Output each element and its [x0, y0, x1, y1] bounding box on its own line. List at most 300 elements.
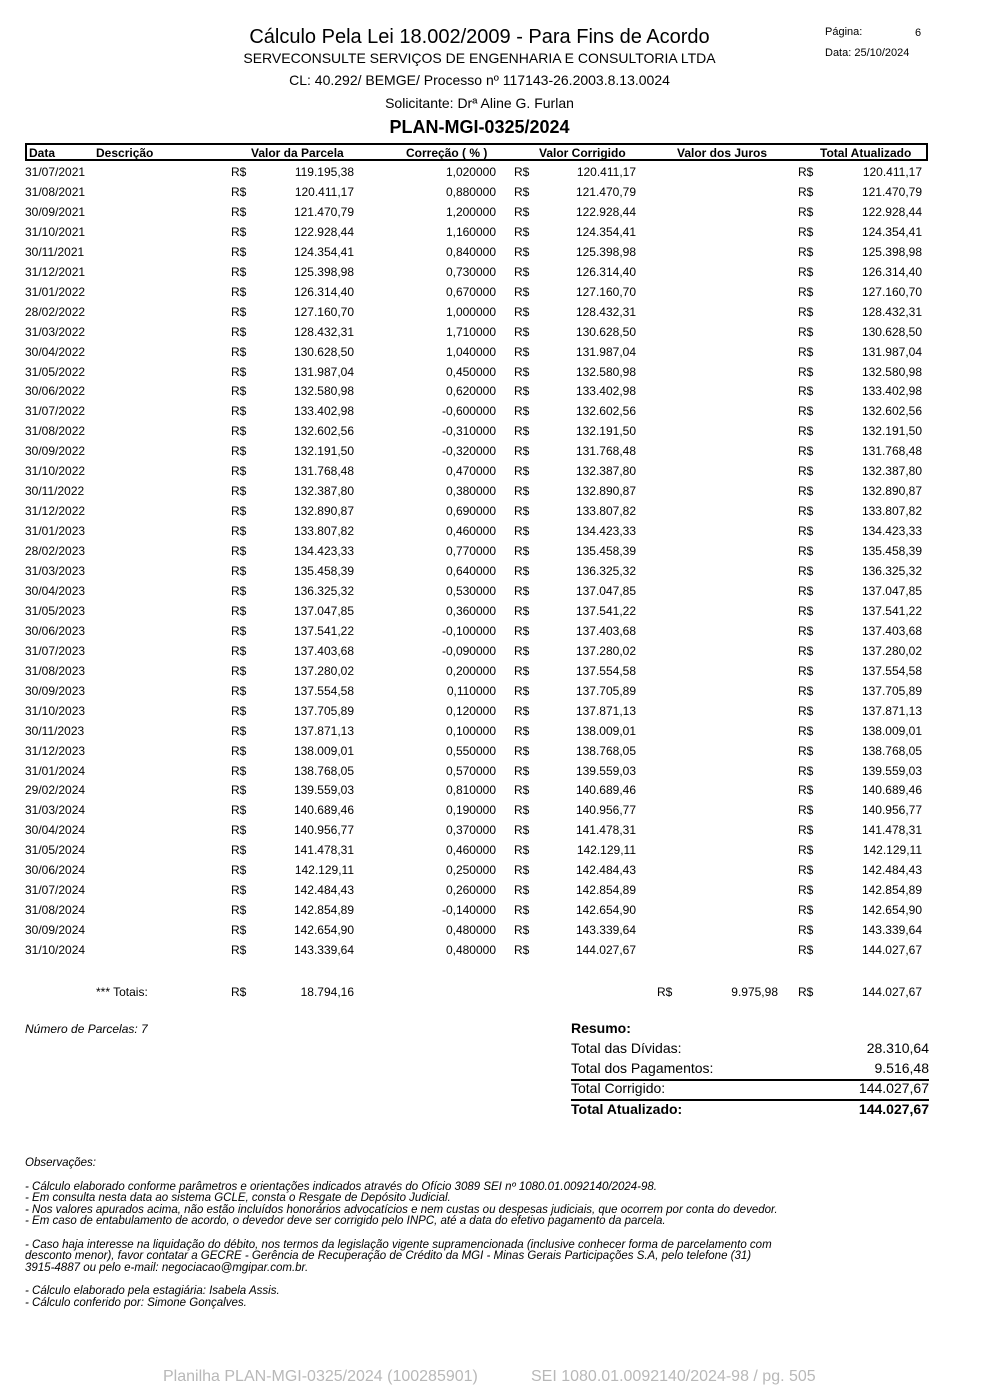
table-row [0, 202, 989, 222]
cell-valor-corrigido: 132.580,98 [575, 364, 636, 379]
cell-date: 31/08/2022 [25, 424, 86, 439]
currency-symbol: R$ [798, 264, 814, 279]
cell-valor-parcela: 137.280,02 [293, 663, 354, 678]
cell-valor-parcela: 127.160,70 [293, 304, 354, 319]
currency-symbol: R$ [798, 603, 814, 618]
cell-valor-parcela: 125.398,98 [293, 264, 354, 279]
cell-date: 31/07/2024 [25, 883, 86, 898]
observation-line: - Cálculo conferido por: Simone Gonçalves. [25, 1296, 247, 1309]
cell-correcao: -0,320000 [441, 444, 496, 459]
currency-symbol: R$ [798, 643, 814, 658]
totals-row [0, 982, 989, 1002]
cell-total-atualizado: 141.478,31 [861, 823, 922, 838]
cell-date: 29/02/2024 [25, 783, 86, 798]
table-header [25, 143, 928, 161]
observation-line: - Em caso de entabulamento de acordo, o devedor deve ser corrigido pelo INPC, até a data do efetivo pagamento da parcela. [25, 1215, 666, 1227]
table-row [0, 681, 989, 701]
cell-date: 30/04/2023 [25, 583, 86, 598]
cell-valor-parcela: 142.484,43 [293, 883, 354, 898]
cell-date: 31/07/2021 [25, 165, 86, 179]
cell-total-atualizado: 128.432,31 [861, 304, 922, 319]
cell-total-atualizado: 131.768,48 [861, 444, 922, 459]
table-row [0, 481, 989, 501]
currency-symbol: R$ [231, 484, 247, 499]
table-row [0, 182, 989, 202]
currency-symbol: R$ [231, 643, 247, 658]
cell-valor-corrigido: 137.871,13 [575, 703, 636, 718]
footer-left: Planilha PLAN-MGI-0325/2024 (100285901) [163, 1368, 478, 1385]
cell-valor-parcela: 134.423,33 [293, 544, 354, 559]
cell-total-atualizado: 139.559,03 [861, 763, 922, 778]
table-row [0, 900, 989, 920]
cell-correcao: 0,120000 [445, 703, 496, 718]
cell-valor-corrigido: 130.628,50 [575, 324, 636, 339]
cell-valor-corrigido: 128.432,31 [575, 304, 636, 319]
currency-symbol: R$ [231, 524, 247, 539]
cell-date: 31/07/2022 [25, 404, 86, 419]
currency-symbol: R$ [514, 863, 530, 878]
table-row [0, 541, 989, 561]
cell-total-atualizado: 137.280,02 [861, 643, 922, 658]
cell-correcao: 0,550000 [445, 743, 496, 758]
cell-date: 30/06/2023 [25, 623, 86, 638]
currency-symbol: R$ [798, 304, 814, 319]
observation-line: - Cálculo elaborado conforme parâmetros e orientações indicados através do Ofício 3089 SEI nº 1080.01.0092140/2024-98. [25, 1180, 657, 1193]
col-valor-parcela: Valor da Parcela [251, 146, 344, 160]
currency-symbol: R$ [514, 883, 530, 898]
page-number: 6 [915, 27, 922, 39]
currency-symbol: R$ [798, 663, 814, 678]
cell-valor-parcela: 130.628,50 [293, 344, 354, 359]
cell-correcao: 0,460000 [445, 524, 496, 539]
cell-total-atualizado: 142.854,89 [861, 883, 922, 898]
currency-symbol: R$ [231, 284, 247, 299]
currency-symbol: R$ [231, 603, 247, 618]
cell-valor-parcela: 143.339,64 [293, 943, 354, 958]
cell-valor-corrigido: 142.854,89 [575, 883, 636, 898]
cell-total-atualizado: 127.160,70 [861, 284, 922, 299]
currency-symbol: R$ [514, 444, 530, 459]
cell-date: 30/11/2023 [25, 723, 85, 738]
cell-valor-parcela: 135.458,39 [293, 564, 354, 578]
requester: Solicitante: Drª Aline G. Furlan [385, 95, 574, 111]
cell-total-atualizado: 136.325,32 [861, 564, 922, 578]
currency-symbol: R$ [514, 344, 530, 359]
cell-total-atualizado: 125.398,98 [861, 244, 922, 259]
table-row [0, 342, 989, 362]
cell-valor-parcela: 141.478,31 [293, 843, 354, 858]
currency-symbol: R$ [514, 244, 530, 259]
currency-symbol: R$ [231, 564, 247, 578]
cell-valor-parcela: 132.191,50 [293, 444, 354, 459]
process-number: CL: 40.292/ BEMGE/ Processo nº 117143-26.2003.8.13.0024 [289, 72, 670, 88]
currency-symbol: R$ [798, 783, 814, 798]
currency-symbol: R$ [231, 683, 247, 698]
currency-symbol: R$ [798, 703, 814, 718]
currency-symbol: R$ [514, 504, 530, 519]
cell-valor-parcela: 137.403,68 [293, 643, 354, 658]
table-row [0, 302, 989, 322]
table-row [0, 421, 989, 441]
currency-symbol: R$ [231, 943, 247, 958]
cell-valor-corrigido: 137.403,68 [575, 623, 636, 638]
cell-valor-parcela: 120.411,17 [294, 184, 354, 199]
cell-total-atualizado: 142.484,43 [861, 863, 922, 878]
observation-line: 3915-4887 ou pelo e-mail: negociacao@mgipar.com.br. [25, 1261, 309, 1274]
cell-correcao: 0,670000 [445, 284, 496, 299]
resumo-value: 144.027,67 [858, 1101, 929, 1117]
table-row [0, 262, 989, 282]
resumo-row [571, 1040, 929, 1060]
currency-symbol: R$ [514, 723, 530, 738]
cell-correcao: 0,260000 [445, 883, 496, 898]
cell-correcao: 0,480000 [445, 943, 496, 958]
cell-valor-corrigido: 136.325,32 [575, 564, 636, 578]
cell-valor-corrigido: 133.402,98 [575, 384, 636, 399]
currency-symbol: R$ [798, 723, 814, 738]
observation-line: desconto menor), favor contatar a GECRE - Gerência de Recuperação de Crédito da MGI - Minas Gerais Participações S.A, pelo telefone (31) [25, 1250, 752, 1262]
cell-valor-corrigido: 132.890,87 [575, 484, 636, 499]
cell-date: 30/04/2024 [25, 823, 86, 838]
cell-date: 31/05/2023 [25, 603, 86, 618]
cell-correcao: 1,000000 [445, 304, 496, 319]
cell-date: 31/01/2023 [25, 524, 86, 539]
currency-symbol: R$ [514, 524, 530, 539]
company-name: SERVECONSULTE SERVIÇOS DE ENGENHARIA E CONSULTORIA LTDA [243, 50, 716, 66]
currency-symbol: R$ [231, 783, 247, 798]
cell-total-atualizado: 144.027,67 [861, 943, 922, 958]
cell-date: 30/11/2022 [25, 484, 85, 499]
cell-correcao: -0,090000 [441, 643, 496, 658]
cell-valor-corrigido: 137.554,58 [575, 663, 636, 678]
cell-date: 31/12/2022 [25, 504, 86, 519]
currency-symbol: R$ [231, 444, 247, 459]
currency-symbol: R$ [798, 444, 814, 459]
currency-symbol: R$ [798, 165, 814, 179]
cell-valor-parcela: 136.325,32 [293, 583, 354, 598]
table-row [0, 521, 989, 541]
cell-total-atualizado: 137.403,68 [861, 623, 922, 638]
table-row [0, 880, 989, 900]
table-row [0, 920, 989, 940]
table-row [0, 461, 989, 481]
resumo-row [571, 1080, 929, 1101]
cell-date: 30/11/2021 [25, 244, 85, 259]
cell-total-atualizado: 121.470,79 [861, 184, 922, 199]
table-row [0, 322, 989, 342]
cell-valor-parcela: 131.987,04 [293, 364, 354, 379]
currency-symbol: R$ [798, 524, 814, 539]
cell-valor-parcela: 132.387,80 [293, 484, 354, 499]
currency-symbol: R$ [514, 803, 530, 818]
table-row [0, 641, 989, 661]
currency-symbol: R$ [231, 344, 247, 359]
currency-symbol: R$ [514, 564, 530, 578]
cell-valor-parcela: 142.854,89 [293, 903, 354, 918]
cell-valor-corrigido: 144.027,67 [575, 943, 636, 958]
currency-symbol: R$ [798, 284, 814, 299]
currency-symbol: R$ [231, 663, 247, 678]
cell-valor-parcela: 131.768,48 [293, 464, 354, 479]
cell-valor-parcela: 139.559,03 [293, 783, 354, 798]
currency-symbol: R$ [231, 823, 247, 838]
currency-symbol: R$ [231, 723, 247, 738]
currency-symbol: R$ [514, 583, 530, 598]
currency-symbol: R$ [231, 204, 247, 219]
currency-symbol: R$ [514, 165, 530, 179]
cell-total-atualizado: 132.890,87 [861, 484, 922, 499]
currency-symbol: R$ [798, 623, 814, 638]
currency-symbol: R$ [231, 923, 247, 938]
cell-total-atualizado: 138.768,05 [861, 743, 922, 758]
cell-date: 30/06/2024 [25, 863, 86, 878]
cell-valor-corrigido: 138.009,01 [575, 723, 636, 738]
cell-date: 30/06/2022 [25, 384, 86, 399]
observation-line: - Nos valores apurados acima, não estão incluídos honorários advocatícios e nem custas ou despesas judiciais, que ocorrem por conta do devedor. [25, 1203, 778, 1216]
cell-valor-parcela: 133.807,82 [293, 524, 354, 539]
currency-symbol: R$ [231, 985, 247, 999]
cell-correcao: 0,810000 [445, 783, 496, 798]
cell-date: 31/08/2023 [25, 663, 86, 678]
cell-valor-corrigido: 122.928,44 [575, 204, 636, 219]
table-row [0, 222, 989, 242]
currency-symbol: R$ [231, 803, 247, 818]
table-row [0, 840, 989, 860]
cell-total-atualizado: 122.928,44 [861, 204, 922, 219]
cell-date: 30/09/2021 [25, 204, 86, 219]
currency-symbol: R$ [514, 484, 530, 499]
cell-correcao: 0,100000 [445, 723, 496, 738]
cell-valor-corrigido: 131.768,48 [575, 444, 636, 459]
currency-symbol: R$ [798, 204, 814, 219]
table-row [0, 661, 989, 681]
currency-symbol: R$ [514, 843, 530, 858]
cell-valor-corrigido: 133.807,82 [575, 504, 636, 519]
resumo-value: 28.310,64 [866, 1040, 929, 1056]
cell-date: 31/10/2021 [25, 224, 86, 239]
currency-symbol: R$ [798, 404, 814, 419]
cell-total-atualizado: 142.129,11 [862, 843, 922, 858]
table-row [0, 381, 989, 401]
cell-date: 31/01/2024 [25, 763, 86, 778]
currency-symbol: R$ [231, 165, 247, 179]
table-row [0, 501, 989, 521]
table-row [0, 800, 989, 820]
plan-code: PLAN-MGI-0325/2024 [389, 117, 570, 137]
currency-symbol: R$ [231, 883, 247, 898]
cell-valor-parcela: 138.768,05 [293, 763, 354, 778]
cell-valor-corrigido: 142.484,43 [575, 863, 636, 878]
cell-correcao: 0,770000 [445, 544, 496, 559]
cell-correcao: 0,450000 [445, 364, 496, 379]
cell-date: 31/08/2024 [25, 903, 86, 918]
col-descricao: Descrição [96, 146, 154, 160]
resumo-label: Total Corrigido: [571, 1080, 666, 1096]
table-row [0, 761, 989, 781]
currency-symbol: R$ [514, 544, 530, 559]
currency-symbol: R$ [231, 224, 247, 239]
currency-symbol: R$ [798, 743, 814, 758]
currency-symbol: R$ [231, 903, 247, 918]
currency-symbol: R$ [231, 384, 247, 399]
cell-correcao: 0,470000 [445, 464, 496, 479]
cell-valor-corrigido: 140.956,77 [575, 803, 636, 818]
currency-symbol: R$ [231, 184, 247, 199]
cell-valor-corrigido: 131.987,04 [575, 344, 636, 359]
cell-valor-parcela: 140.689,46 [293, 803, 354, 818]
document-title: Cálculo Pela Lei 18.002/2009 - Para Fins de Acordo [249, 26, 710, 48]
cell-total-atualizado: 135.458,39 [861, 544, 922, 559]
cell-total-atualizado: 132.580,98 [861, 364, 922, 379]
currency-symbol: R$ [514, 683, 530, 698]
cell-total-atualizado: 142.654,90 [861, 903, 922, 918]
currency-symbol: R$ [514, 943, 530, 958]
cell-date: 28/02/2023 [25, 544, 86, 559]
cell-total-atualizado: 138.009,01 [861, 723, 922, 738]
table-row [0, 581, 989, 601]
cell-total-atualizado: 132.602,56 [861, 404, 922, 419]
currency-symbol: R$ [798, 883, 814, 898]
currency-symbol: R$ [231, 863, 247, 878]
currency-symbol: R$ [514, 663, 530, 678]
table-row [0, 242, 989, 262]
cell-total-atualizado: 124.354,41 [861, 224, 922, 239]
cell-correcao: 1,020000 [445, 165, 496, 179]
cell-date: 30/09/2022 [25, 444, 86, 459]
table-row [0, 561, 989, 581]
resumo-label: Total dos Pagamentos: [571, 1060, 714, 1076]
table-row [0, 621, 989, 641]
cell-correcao: 0,570000 [445, 763, 496, 778]
cell-date: 28/02/2022 [25, 304, 86, 319]
cell-date: 31/05/2022 [25, 364, 86, 379]
currency-symbol: R$ [798, 424, 814, 439]
currency-symbol: R$ [514, 204, 530, 219]
currency-symbol: R$ [231, 583, 247, 598]
table-row [0, 282, 989, 302]
cell-valor-parcela: 132.602,56 [293, 424, 354, 439]
currency-symbol: R$ [514, 284, 530, 299]
currency-symbol: R$ [514, 264, 530, 279]
observations [25, 1158, 925, 1309]
cell-valor-parcela: 137.047,85 [293, 603, 354, 618]
currency-symbol: R$ [231, 304, 247, 319]
cell-date: 31/08/2021 [25, 184, 86, 199]
cell-correcao: 0,640000 [445, 564, 496, 578]
parcelas-note: Número de Parcelas: 7 [25, 1022, 148, 1036]
cell-valor-corrigido: 132.602,56 [575, 404, 636, 419]
cell-date: 31/05/2024 [25, 843, 86, 858]
cell-total-atualizado: 137.705,89 [861, 683, 922, 698]
currency-symbol: R$ [514, 464, 530, 479]
currency-symbol: R$ [798, 943, 814, 958]
cell-valor-corrigido: 121.470,79 [575, 184, 636, 199]
cell-valor-parcela: 124.354,41 [293, 244, 354, 259]
observation-line: - Em consulta nesta data ao sistema GCLE, consta o Resgate de Depósito Judicial. [25, 1192, 451, 1204]
cell-total-atualizado: 126.314,40 [861, 264, 922, 279]
cell-correcao: -0,600000 [441, 404, 496, 419]
observations-title: Observações: [25, 1157, 96, 1169]
cell-correcao: 0,370000 [445, 823, 496, 838]
cell-valor-corrigido: 141.478,31 [575, 823, 636, 838]
currency-symbol: R$ [231, 763, 247, 778]
cell-correcao: 0,880000 [445, 184, 496, 199]
cell-total-atualizado: 132.387,80 [861, 464, 922, 479]
currency-symbol: R$ [514, 763, 530, 778]
cell-correcao: 0,530000 [445, 583, 496, 598]
cell-valor-parcela: 137.541,22 [293, 623, 354, 638]
currency-symbol: R$ [231, 703, 247, 718]
cell-date: 31/01/2022 [25, 284, 86, 299]
cell-total-atualizado: 133.402,98 [861, 384, 922, 399]
cell-valor-corrigido: 138.768,05 [575, 743, 636, 758]
cell-total-atualizado: 130.628,50 [861, 324, 922, 339]
resumo-value: 144.027,67 [858, 1080, 929, 1096]
table-row [0, 741, 989, 761]
col-valor-corrigido: Valor Corrigido [539, 146, 626, 160]
table-row [0, 441, 989, 461]
cell-valor-parcela: 142.129,11 [294, 863, 354, 878]
currency-symbol: R$ [798, 583, 814, 598]
footer-right: SEI 1080.01.0092140/2024-98 / pg. 505 [531, 1368, 816, 1385]
cell-valor-corrigido: 137.705,89 [575, 683, 636, 698]
cell-correcao: 0,460000 [445, 843, 496, 858]
cell-correcao: 0,690000 [445, 504, 496, 519]
currency-symbol: R$ [798, 384, 814, 399]
cell-correcao: 1,710000 [445, 324, 496, 339]
currency-symbol: R$ [514, 224, 530, 239]
currency-symbol: R$ [231, 464, 247, 479]
table-row [0, 860, 989, 880]
table-row [0, 820, 989, 840]
table-row [0, 701, 989, 721]
cell-correcao: 0,360000 [445, 603, 496, 618]
cell-valor-parcela: 137.554,58 [293, 683, 354, 698]
cell-valor-corrigido: 142.654,90 [575, 903, 636, 918]
cell-correcao: 0,730000 [445, 264, 496, 279]
currency-symbol: R$ [514, 404, 530, 419]
cell-valor-parcela: 126.314,40 [293, 284, 354, 299]
currency-symbol: R$ [514, 603, 530, 618]
cell-correcao: 1,040000 [445, 344, 496, 359]
cell-total-atualizado: 143.339,64 [861, 923, 922, 938]
currency-symbol: R$ [514, 903, 530, 918]
currency-symbol: R$ [231, 623, 247, 638]
cell-valor-corrigido: 137.280,02 [575, 643, 636, 658]
cell-valor-parcela: 132.580,98 [293, 384, 354, 399]
resumo-value: 9.516,48 [874, 1060, 929, 1076]
table-row [0, 940, 989, 960]
cell-valor-parcela: 137.705,89 [293, 703, 354, 718]
cell-date: 31/12/2023 [25, 743, 86, 758]
cell-valor-corrigido: 132.387,80 [575, 464, 636, 479]
cell-total-atualizado: 120.411,17 [862, 165, 922, 179]
cell-date: 30/09/2024 [25, 923, 86, 938]
currency-symbol: R$ [514, 623, 530, 638]
currency-symbol: R$ [514, 643, 530, 658]
cell-correcao: 1,200000 [445, 204, 496, 219]
resumo-row-total [571, 1101, 929, 1121]
cell-date: 31/03/2023 [25, 564, 86, 578]
cell-valor-corrigido: 134.423,33 [575, 524, 636, 539]
currency-symbol: R$ [798, 484, 814, 499]
currency-symbol: R$ [798, 683, 814, 698]
cell-valor-parcela: 137.871,13 [293, 723, 354, 738]
cell-total-atualizado: 140.956,77 [861, 803, 922, 818]
currency-symbol: R$ [798, 184, 814, 199]
totals-atualizado: 144.027,67 [861, 985, 922, 999]
col-valor-juros: Valor dos Juros [677, 146, 768, 160]
